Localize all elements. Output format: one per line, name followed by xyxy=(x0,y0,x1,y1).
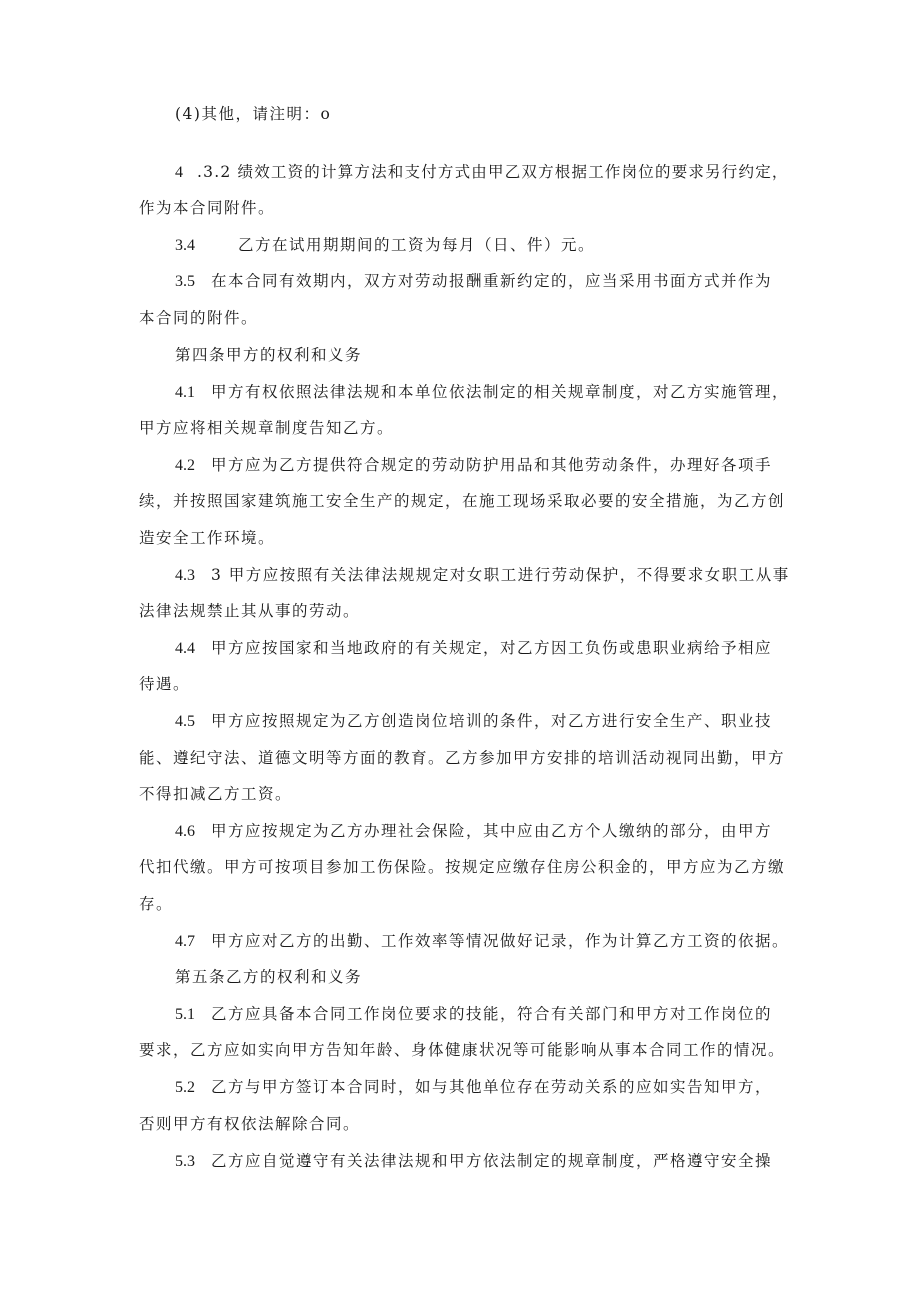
clause-4-5-text-1: 甲方应按照规定为乙方创造岗位培训的条件，对乙方进行安全生产、职业技 xyxy=(211,712,773,730)
clause-4-4-line-2 xyxy=(139,674,190,694)
clause-5-1-line-2 xyxy=(139,1040,785,1060)
clause-4-6-number: 4.6 xyxy=(175,823,195,840)
clause-5-3-line-1 xyxy=(175,1151,772,1172)
other-option-text: (4)其他，请注明：o xyxy=(175,105,332,123)
clause-4-6-text-2: 代扣代缴。甲方可按项目参加工伤保险。按规定应缴存住房公积金的，甲方应为乙方缴 xyxy=(139,858,786,876)
clause-4-3-line-2 xyxy=(139,601,360,621)
clause-3-5-line-2 xyxy=(139,308,258,328)
clause-4-1-line-1 xyxy=(175,382,789,403)
clause-4-2-number: 4.2 xyxy=(175,457,195,474)
clause-4-4-text-1: 甲方应按国家和当地政府的有关规定，对乙方因工负伤或患职业病给予相应 xyxy=(211,639,773,657)
clause-3-4-number: 3.4 xyxy=(175,237,195,254)
clause-4-5-line-3 xyxy=(139,784,292,804)
clause-4-7 xyxy=(175,931,789,952)
clause-3-5-line-1 xyxy=(175,271,772,292)
clause-4-1-number: 4.1 xyxy=(175,384,195,401)
clause-4-4-line-1 xyxy=(175,638,772,659)
clause-3-4 xyxy=(175,235,595,256)
clause-4-3-line-1 xyxy=(175,565,790,586)
article-5-title xyxy=(175,967,362,987)
clause-3-4-text: 乙方在试用期期间的工资为每月（日、件）元。 xyxy=(238,236,596,254)
clause-4-2-line-2 xyxy=(139,491,785,511)
clause-3-3-text-1: .3.2 绩效工资的计算方法和支付方式由甲乙双方根据工作岗位的要求另行约定， xyxy=(197,163,789,181)
clause-5-3-number: 5.3 xyxy=(175,1153,195,1170)
clause-5-1-number: 5.1 xyxy=(175,1006,195,1023)
article-5-title-text: 第五条乙方的权利和义务 xyxy=(175,968,363,986)
clause-4-2-text-2: 续，并按照国家建筑施工安全生产的规定，在施工现场采取必要的安全措施，为乙方创 xyxy=(139,492,786,510)
clause-4-7-number: 4.7 xyxy=(175,933,195,950)
clause-5-2-text-2: 否则甲方有权依法解除合同。 xyxy=(139,1115,361,1133)
clause-3-3-line-2 xyxy=(139,198,275,218)
clause-4-6-line-1 xyxy=(175,821,772,842)
clause-5-2-text-1: 乙方与甲方签订本合同时，如与其他单位存在劳动关系的应如实告知甲方， xyxy=(211,1078,773,1096)
clause-5-2-number: 5.2 xyxy=(175,1079,195,1096)
clause-4-2-text-3: 造安全工作环境。 xyxy=(139,529,276,547)
clause-4-3-text-1: 3 甲方应按照有关法律法规规定对女职工进行劳动保护，不得要求女职工从事 xyxy=(211,566,790,584)
clause-3-3-number: 4 xyxy=(175,164,183,181)
clause-5-3-text-1: 乙方应自觉遵守有关法律法规和甲方依法制定的规章制度，严格遵守安全操 xyxy=(211,1152,773,1170)
clause-4-5-line-1 xyxy=(175,711,772,732)
clause-5-1-text-1: 乙方应具备本合同工作岗位要求的技能，符合有关部门和甲方对工作岗位的 xyxy=(211,1005,773,1023)
clause-4-5-text-3: 不得扣减乙方工资。 xyxy=(139,785,293,803)
clause-4-3-text-2: 法律法规禁止其从事的劳动。 xyxy=(139,602,361,620)
clause-4-1-line-2 xyxy=(139,418,394,438)
clause-4-7-text: 甲方应对乙方的出勤、工作效率等情况做好记录，作为计算乙方工资的依据。 xyxy=(211,932,790,950)
clause-4-5-line-2 xyxy=(139,748,785,768)
clause-4-1-text-1: 甲方有权依照法律法规和本单位依法制定的相关规章制度，对乙方实施管理， xyxy=(211,383,790,401)
clause-4-6-text-1: 甲方应按规定为乙方办理社会保险，其中应由乙方个人缴纳的部分，由甲方 xyxy=(211,822,773,840)
clause-4-2-line-3 xyxy=(139,528,275,548)
clause-5-2-line-1 xyxy=(175,1077,772,1098)
other-option-line xyxy=(175,104,331,124)
clause-4-2-line-1 xyxy=(175,455,772,476)
clause-4-4-number: 4.4 xyxy=(175,640,195,657)
clause-3-5-text-2: 本合同的附件。 xyxy=(139,309,259,327)
clause-4-3-number: 4.3 xyxy=(175,567,195,584)
clause-4-4-text-2: 待遇。 xyxy=(139,675,191,693)
clause-5-1-text-2: 要求，乙方应如实向甲方告知年龄、身体健康状况等可能影响从事本合同工作的情况。 xyxy=(139,1041,786,1059)
clause-4-6-text-3: 存。 xyxy=(139,895,174,913)
clause-3-5-text-1: 在本合同有效期内，双方对劳动报酬重新约定的，应当采用书面方式并作为 xyxy=(211,272,773,290)
clause-5-1-line-1 xyxy=(175,1004,772,1025)
clause-3-3-text-2: 作为本合同附件。 xyxy=(139,199,276,217)
clause-4-2-text-1: 甲方应为乙方提供符合规定的劳动防护用品和其他劳动条件，办理好各项手 xyxy=(211,456,773,474)
clause-4-6-line-3 xyxy=(139,894,173,914)
clause-4-6-line-2 xyxy=(139,857,785,877)
clause-4-1-text-2: 甲方应将相关规章制度告知乙方。 xyxy=(139,419,395,437)
article-4-title-text: 第四条甲方的权利和义务 xyxy=(175,346,363,364)
clause-4-5-text-2: 能、遵纪守法、道德文明等方面的教育。乙方参加甲方安排的培训活动视同出勤，甲方 xyxy=(139,749,786,767)
clause-3-3-line-1 xyxy=(175,162,789,183)
clause-3-5-number: 3.5 xyxy=(175,273,195,290)
clause-5-2-line-2 xyxy=(139,1114,360,1134)
article-4-title xyxy=(175,345,362,365)
clause-4-5-number: 4.5 xyxy=(175,713,195,730)
